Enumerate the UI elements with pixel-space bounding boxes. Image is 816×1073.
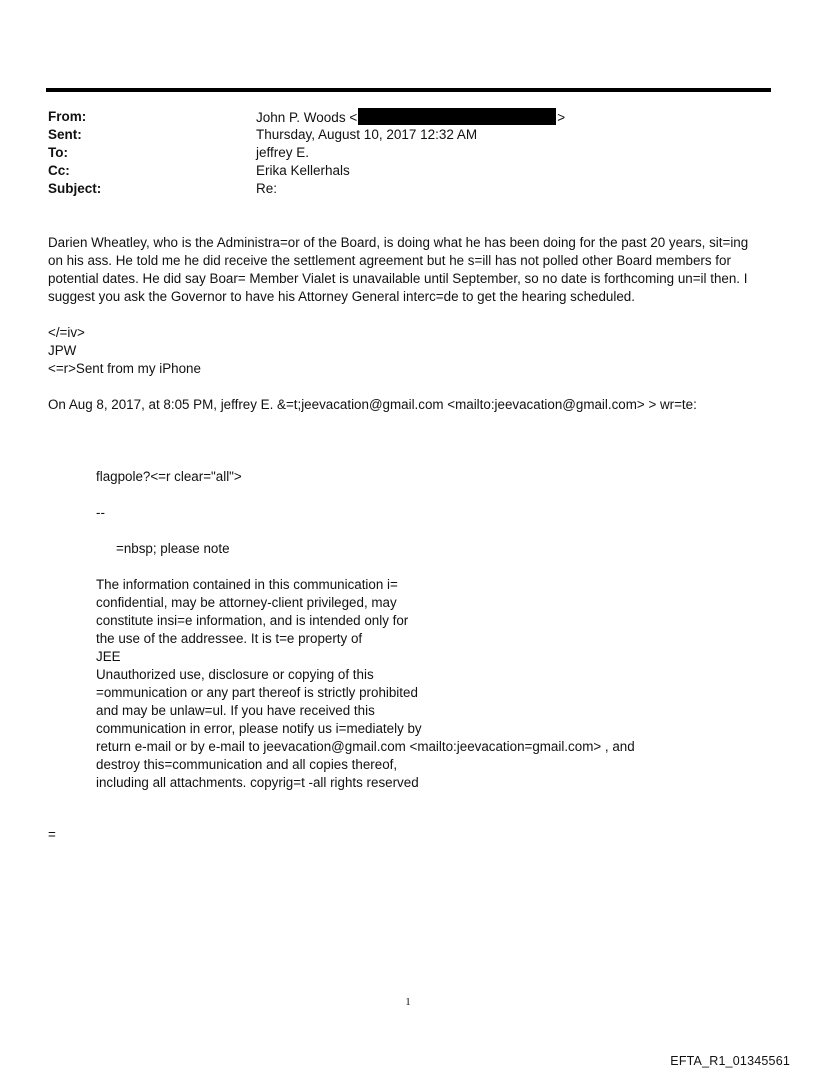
- from-label: From:: [48, 109, 87, 124]
- body-line: Darien Wheatley, who is the Administra=or of the Board, is doing what he has been doing for the past 20 years, sit=ing: [48, 235, 749, 250]
- subject-label: Subject:: [48, 181, 102, 196]
- sig-line: </=iv>: [48, 325, 85, 340]
- disclaimer-line: confidential, may be attorney-client privileged, may: [96, 595, 397, 610]
- quoted-dashes: --: [96, 505, 105, 520]
- cc-label: Cc:: [48, 163, 70, 178]
- body-line: on his ass. He told me he did receive the settlement agreement but he s=ill has not polled other Board members for: [48, 253, 731, 268]
- disclaimer-line: including all attachments. copyrig=t -all rights reserved: [96, 775, 419, 790]
- disclaimer-line: and may be unlaw=ul. If you have received this: [96, 703, 375, 718]
- reply-line: On Aug 8, 2017, at 8:05 PM, jeffrey E. &=t;jeevacation@gmail.com <mailto:jeevacation@gmail.com> > wr=te:: [48, 397, 697, 412]
- disclaimer-line: destroy this=communication and all copies thereof,: [96, 757, 398, 772]
- sig-line: JPW: [48, 343, 77, 358]
- header-rule: [46, 88, 771, 92]
- body-line: potential dates. He did say Boar= Member Vialet is unavailable until September, so no date is forthcoming un=il then. I: [48, 271, 748, 286]
- cc-value: Erika Kellerhals: [256, 163, 350, 178]
- quoted-nbsp: =nbsp; please note: [116, 541, 230, 556]
- sent-value: Thursday, August 10, 2017 12:32 AM: [256, 127, 478, 142]
- to-label: To:: [48, 145, 68, 160]
- disclaimer-line: The information contained in this communication i=: [96, 577, 398, 592]
- page-number: 1: [405, 996, 411, 1008]
- sent-label: Sent:: [48, 127, 82, 142]
- from-value: [256, 108, 565, 127]
- redaction-box: [358, 108, 556, 125]
- disclaimer-line: the use of the addressee. It is t=e property of: [96, 631, 363, 646]
- from-name: John P. Woods <: [256, 110, 358, 125]
- sig-line: <=r>Sent from my iPhone: [48, 361, 201, 376]
- disclaimer-line: return e-mail or by e-mail to jeevacation@gmail.com <mailto:jeevacation=gmail.com> , and: [96, 739, 635, 754]
- body-line: suggest you ask the Governor to have his Attorney General interc=de to get the hearing scheduled.: [48, 289, 635, 304]
- from-close: >: [557, 110, 566, 125]
- to-value: jeffrey E.: [256, 145, 310, 160]
- disclaimer-line: constitute insi=e information, and is intended only for: [96, 613, 409, 628]
- disclaimer-line: Unauthorized use, disclosure or copying of this: [96, 667, 374, 682]
- trailing-char: =: [48, 827, 56, 842]
- disclaimer-line: communication in error, please notify us i=mediately by: [96, 721, 422, 736]
- quoted-flagpole: flagpole?<=r clear="all">: [96, 469, 242, 484]
- disclaimer-line: JEE: [96, 649, 121, 664]
- disclaimer-line: =ommunication or any part thereof is strictly prohibited: [96, 685, 418, 700]
- document-id: EFTA_R1_01345561: [670, 1054, 790, 1068]
- subject-value: Re:: [256, 181, 278, 196]
